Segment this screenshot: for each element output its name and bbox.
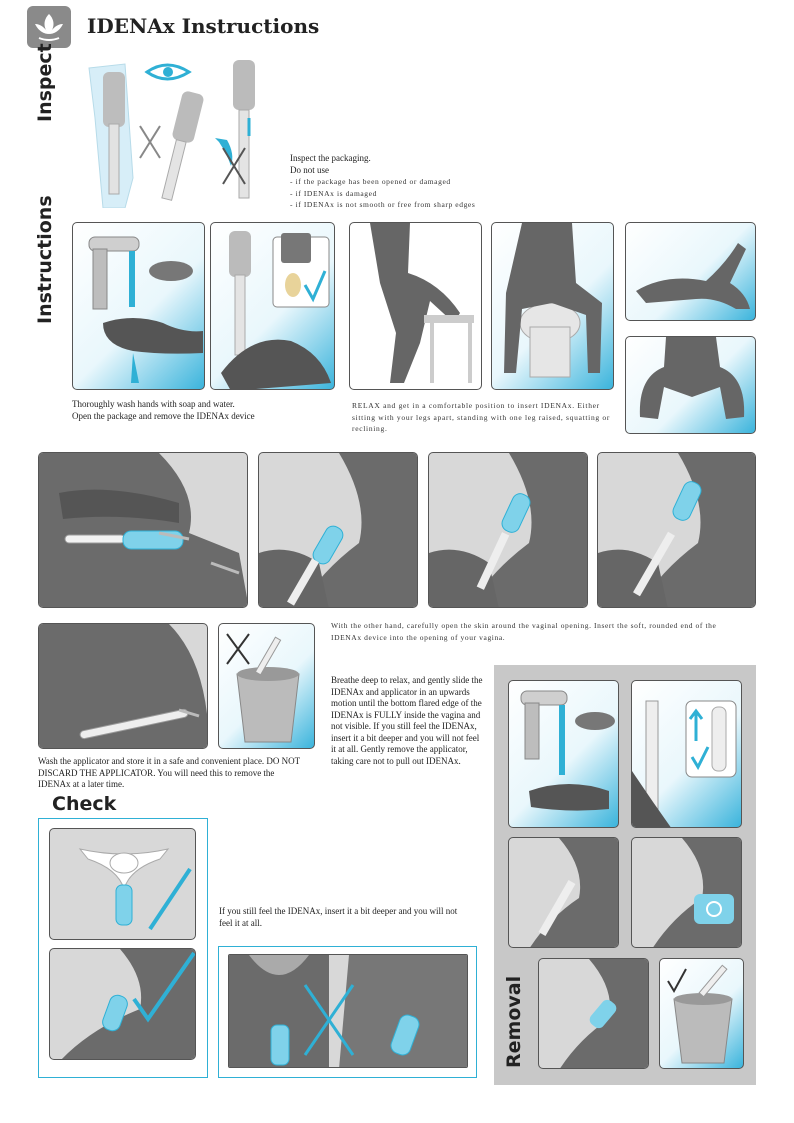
inspect-item: - if the package has been opened or damaged (290, 176, 530, 188)
panel-remove-applicator (38, 623, 208, 749)
check-wrong-panel (228, 954, 468, 1068)
panel-wash-hands (72, 222, 205, 390)
panel-open-package (210, 222, 335, 390)
panel-insertion-step-3 (597, 452, 756, 608)
section-instructions: Instructions (34, 195, 56, 324)
panel-squatting-position (625, 336, 756, 434)
panel-sitting-position (491, 222, 614, 390)
removal-listen-panel (631, 837, 742, 948)
section-removal: Removal (503, 975, 525, 1068)
check-side-panel (49, 948, 196, 1060)
inspect-item: - if IDENAx is not smooth or free from sharp edges (290, 199, 530, 211)
wash-instructions (72, 399, 332, 422)
removal-applicator-panel (631, 680, 742, 828)
inspect-item: - if IDENAx is damaged (290, 188, 530, 200)
panel-insertion-step-1 (258, 452, 418, 608)
removal-insert-panel (508, 837, 619, 948)
panel-insertion-hand (38, 452, 248, 608)
section-check: Check (52, 793, 117, 815)
removal-pull-panel (538, 958, 649, 1069)
relax-instructions: RELAX and get in a comfortable position to insert IDENAx. Either sitting with your legs apart, standing with one leg raised, squatting or reclining. (352, 401, 611, 433)
inspect-instructions (290, 153, 530, 211)
inspect-line-1: Inspect the packaging. (290, 153, 371, 163)
wash-line-2: Open the package and remove the IDENAx device (72, 410, 255, 421)
panel-store-applicator (218, 623, 315, 749)
wash-line-1: Thoroughly wash hands with soap and water. (72, 399, 235, 409)
removal-discard-panel (659, 958, 744, 1069)
store-instructions: Wash the applicator and store it in a safe and convenient place. DO NOT DISCARD THE APPLICATOR. You will need this to remove the IDENAx at a later time. (38, 756, 301, 789)
section-inspect: Inspect (34, 43, 56, 122)
panel-reclining-position (625, 222, 756, 321)
panel-insertion-step-2 (428, 452, 588, 608)
page-title: IDENAx Instructions (87, 14, 320, 38)
panel-standing-position (349, 222, 482, 390)
check-instructions: If you still feel the IDENAx, insert it a bit deeper and you will not feel it at all. (219, 906, 458, 928)
removal-wash-panel (508, 680, 619, 828)
inspect-illustration (85, 58, 285, 208)
brand-logo (27, 6, 71, 48)
breathe-instructions: Breathe deep to relax, and gently slide the IDENAx and applicator in an upwards motion until the bottom flared edge of the IDENAx is FULLY inside the vagina and not visible. If you still feel the IDENAx, insert it a bit deeper and you will not feel it at all. Gently remove the applicator, taking care not to pull out IDENAx. (331, 675, 483, 766)
check-anatomy-panel (49, 828, 196, 940)
open-skin-instructions: With the other hand, carefully open the skin around the vaginal opening. Insert the soft, rounded end of the IDENAx device into the opening of your vagina. (331, 621, 717, 642)
inspect-line-2: Do not use (290, 164, 329, 175)
